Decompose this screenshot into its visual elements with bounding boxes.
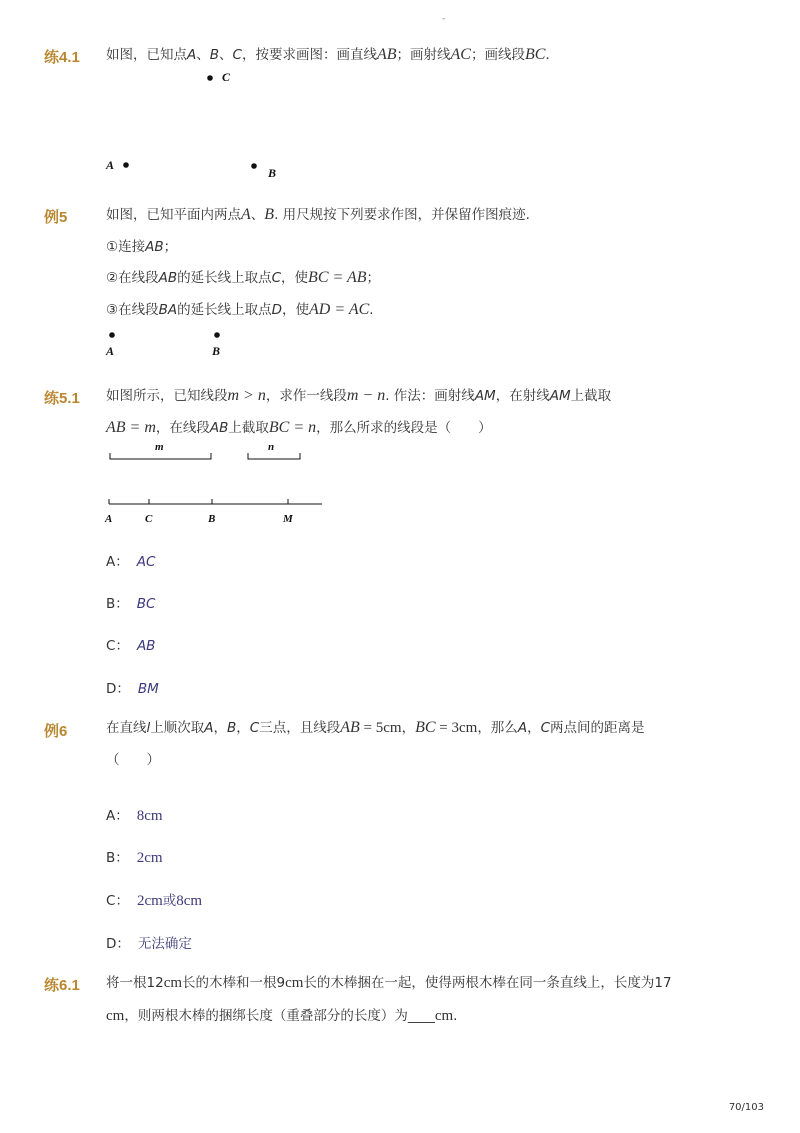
problem-label-p51: 练5.1 xyxy=(44,390,80,407)
problem-p61-line-2: cm，则两根木棒的捆绑长度（重叠部分的长度）为____cm. xyxy=(106,1008,458,1024)
point-a-label: A xyxy=(106,344,115,358)
problem-label-p41: 练4.1 xyxy=(44,49,80,66)
point-a-dot xyxy=(123,162,129,168)
problem-label-e6: 例6 xyxy=(44,723,68,740)
figure-segments-p51 xyxy=(0,435,360,530)
point-a-label: A xyxy=(106,158,115,172)
problem-p41-line-1: 如图，已知点A、B、C，按要求画图：画直线AB；画射线AC；画线段BC. xyxy=(106,46,550,63)
problem-p51-line-2: AB = m，在线段AB上截取BC = n，那么所求的线段是（ ） xyxy=(106,419,492,436)
option-b[interactable]: B： BC xyxy=(106,596,156,612)
problem-label-p61: 练6.1 xyxy=(44,977,80,994)
problem-e5-line-4: ③在线段BA的延长线上取点D，使AD = AC. xyxy=(106,301,374,318)
point-b-label: B xyxy=(268,166,277,180)
point-b-label: B xyxy=(212,344,221,358)
point-c-label: C xyxy=(222,70,231,84)
ray-point-a-label: A xyxy=(105,513,113,525)
ray-point-c-label: C xyxy=(145,513,153,525)
ray-point-b-label: B xyxy=(208,513,216,525)
point-c-dot xyxy=(207,75,213,81)
problem-e5-line-2: ①连接AB； xyxy=(106,239,178,255)
option-b[interactable]: B： 2cm xyxy=(106,850,163,866)
header-mark: - xyxy=(442,14,446,24)
problem-p51-line-1: 如图所示，已知线段m > n，求作一线段m − n. 作法：画射线AM，在射线AM上截取 xyxy=(106,387,612,404)
point-b-dot xyxy=(214,332,220,338)
option-c[interactable]: C： AB xyxy=(106,638,156,654)
ray-point-m-label: M xyxy=(283,513,293,525)
segment-m-label: m xyxy=(155,441,164,453)
segment-n-bracket xyxy=(248,453,300,459)
problem-e6-line-2: （ ） xyxy=(106,752,160,768)
figure-points-e5 xyxy=(0,325,300,365)
option-a[interactable]: A： 8cm xyxy=(106,808,163,824)
figure-points-p41 xyxy=(0,60,400,190)
segment-m-bracket xyxy=(110,453,211,459)
problem-label-e5: 例5 xyxy=(44,209,68,226)
problem-e5-line-3: ②在线段AB的延长线上取点C，使BC = AB； xyxy=(106,269,381,286)
problem-e6-line-1: 在直线l上顺次取A，B，C三点，且线段AB = 5cm，BC = 3cm，那么A，C两点间的距离是 xyxy=(106,719,645,736)
page-number: 70/103 xyxy=(728,1102,764,1113)
point-b-dot xyxy=(251,163,257,169)
option-a[interactable]: A： AC xyxy=(106,554,156,570)
segment-n-label: n xyxy=(268,441,275,453)
point-a-dot xyxy=(109,332,115,338)
problem-e5-line-1: 如图，已知平面内两点A、B. 用尺规按下列要求作图，并保留作图痕迹. xyxy=(106,206,530,223)
problem-p61-line-1: 将一根12cm长的木棒和一根9cm长的木棒捆在一起，使得两根木棒在同一条直线上，长度为17 xyxy=(106,975,672,991)
option-c[interactable]: C： 2cm或8cm xyxy=(106,893,203,909)
option-d[interactable]: D： 无法确定 xyxy=(106,936,192,952)
option-d[interactable]: D： BM xyxy=(106,681,159,697)
